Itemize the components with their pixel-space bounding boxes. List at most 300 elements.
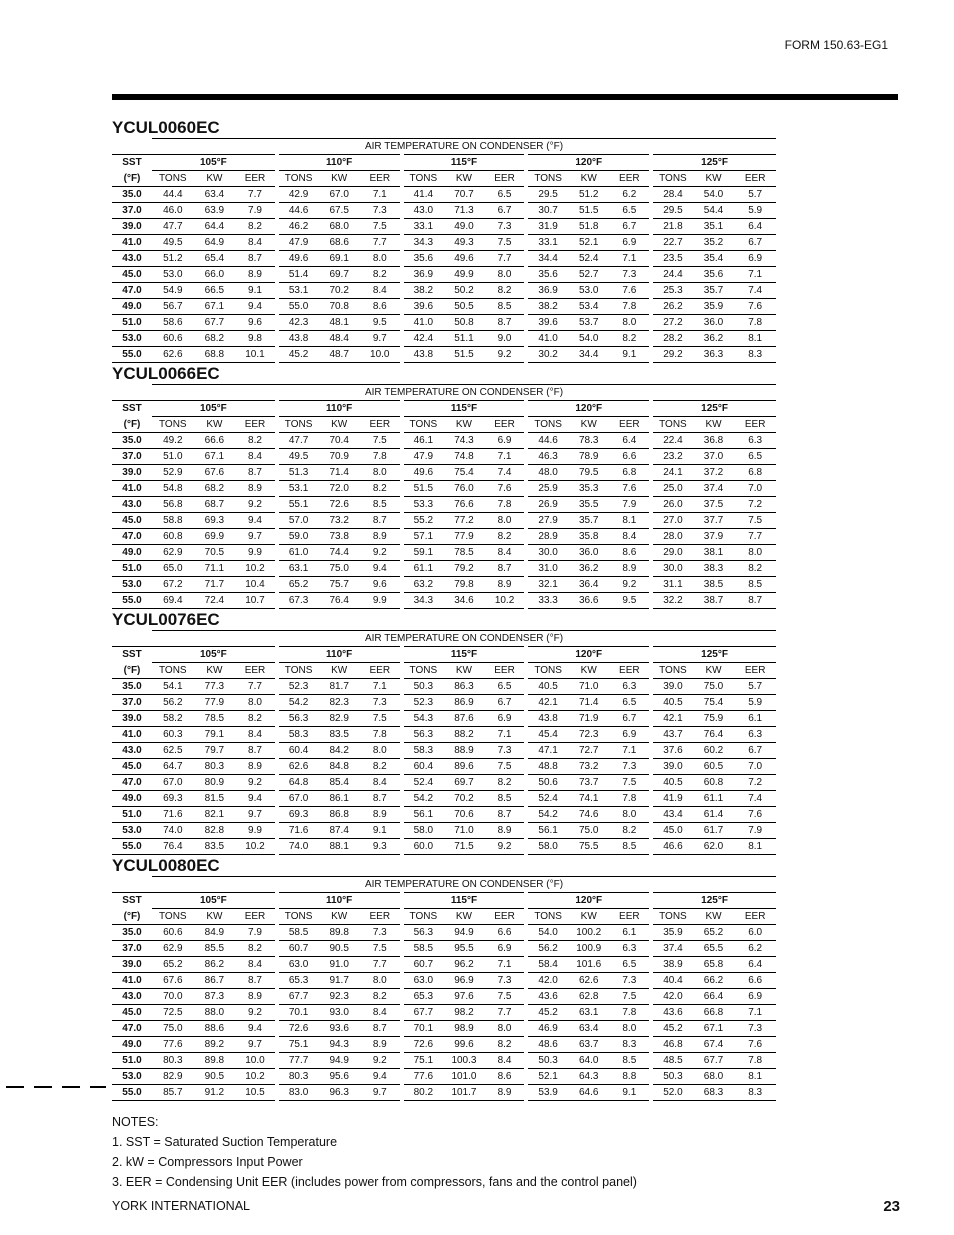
cell-value: 9.9: [235, 823, 277, 839]
temperature-heading: 120°F: [526, 155, 651, 171]
cell-value: 43.4: [651, 807, 693, 823]
cell-value: 101.6: [568, 957, 610, 973]
cell-value: 69.7: [443, 775, 485, 791]
cell-value: 64.4: [194, 219, 236, 235]
cell-value: 37.6: [651, 743, 693, 759]
column-heading-eer: EER: [360, 909, 402, 925]
column-heading-kw: KW: [443, 909, 485, 925]
cell-value: 8.7: [235, 465, 277, 481]
column-heading-tons: TONS: [402, 417, 444, 433]
cell-value: 26.9: [526, 497, 568, 513]
column-heading-tons: TONS: [402, 663, 444, 679]
cell-value: 53.3: [402, 497, 444, 513]
cell-value: 80.3: [194, 759, 236, 775]
cell-value: 49.3: [443, 235, 485, 251]
cell-value: 8.5: [485, 299, 527, 315]
cell-value: 9.4: [235, 299, 277, 315]
cell-value: 23.2: [651, 449, 693, 465]
cell-value: 9.8: [235, 331, 277, 347]
cell-value: 27.0: [651, 513, 693, 529]
sst-value: 51.0: [112, 807, 152, 823]
cell-value: 41.0: [526, 331, 568, 347]
cell-value: 67.1: [194, 449, 236, 465]
cell-value: 53.1: [277, 481, 319, 497]
cell-value: 54.2: [277, 695, 319, 711]
cell-value: 7.8: [610, 299, 652, 315]
cell-value: 8.4: [235, 235, 277, 251]
cell-value: 57.1: [402, 529, 444, 545]
cell-value: 7.3: [610, 267, 652, 283]
cell-value: 7.8: [485, 497, 527, 513]
column-heading-kw: KW: [693, 909, 735, 925]
cell-value: 64.0: [568, 1053, 610, 1069]
notes-heading: NOTES:: [112, 1115, 159, 1129]
table-row: [112, 1005, 776, 1021]
cell-value: 9.7: [235, 529, 277, 545]
sst-value: 51.0: [112, 561, 152, 577]
cell-value: 43.8: [526, 711, 568, 727]
table-row: [112, 1069, 776, 1085]
cell-value: 35.7: [693, 283, 735, 299]
column-heading-kw: KW: [318, 909, 360, 925]
cell-value: 9.2: [610, 577, 652, 593]
cell-value: 29.2: [651, 347, 693, 363]
cell-value: 6.1: [734, 711, 776, 727]
table-row: [112, 743, 776, 759]
section-ycul0076ec: [112, 610, 776, 855]
cell-value: 88.1: [318, 839, 360, 855]
performance-table: [112, 630, 776, 855]
cell-value: 8.9: [235, 267, 277, 283]
blank-cell: [112, 631, 152, 647]
column-heading-eer: EER: [610, 171, 652, 187]
cell-value: 87.6: [443, 711, 485, 727]
cell-value: 67.2: [152, 577, 194, 593]
table-row: [112, 695, 776, 711]
cell-value: 58.5: [277, 925, 319, 941]
temperature-heading: 115°F: [402, 893, 527, 909]
cell-value: 48.4: [318, 331, 360, 347]
cell-value: 75.4: [693, 695, 735, 711]
cell-value: 44.6: [526, 433, 568, 449]
table-row: [112, 839, 776, 855]
cell-value: 5.9: [734, 203, 776, 219]
column-heading-eer: EER: [360, 417, 402, 433]
column-heading-tons: TONS: [651, 171, 693, 187]
cell-value: 101.7: [443, 1085, 485, 1101]
cell-value: 48.7: [318, 347, 360, 363]
cell-value: 6.9: [610, 727, 652, 743]
cell-value: 46.2: [277, 219, 319, 235]
cell-value: 53.4: [568, 299, 610, 315]
cell-value: 8.3: [734, 1085, 776, 1101]
cell-value: 8.9: [610, 561, 652, 577]
cell-value: 6.5: [610, 203, 652, 219]
cell-value: 76.4: [152, 839, 194, 855]
column-heading-eer: EER: [485, 171, 527, 187]
table-row: [112, 529, 776, 545]
cell-value: 72.6: [318, 497, 360, 513]
cell-value: 9.2: [235, 775, 277, 791]
cell-value: 65.2: [277, 577, 319, 593]
cell-value: 34.3: [402, 235, 444, 251]
cell-value: 7.6: [734, 807, 776, 823]
cell-value: 89.2: [194, 1037, 236, 1053]
cell-value: 7.8: [360, 449, 402, 465]
cell-value: 6.3: [734, 727, 776, 743]
cell-value: 6.6: [734, 973, 776, 989]
column-heading-kw: KW: [318, 417, 360, 433]
cell-value: 51.5: [402, 481, 444, 497]
table-row: [112, 267, 776, 283]
cell-value: 56.3: [402, 727, 444, 743]
cell-value: 85.5: [194, 941, 236, 957]
sst-value: 43.0: [112, 743, 152, 759]
cell-value: 60.2: [693, 743, 735, 759]
cell-value: 9.7: [235, 807, 277, 823]
cell-value: 47.1: [526, 743, 568, 759]
cell-value: 66.8: [693, 1005, 735, 1021]
cell-value: 54.2: [526, 807, 568, 823]
cell-value: 6.6: [610, 449, 652, 465]
cell-value: 64.6: [568, 1085, 610, 1101]
column-heading-kw: KW: [443, 171, 485, 187]
sst-heading: SST: [112, 401, 152, 417]
cell-value: 50.3: [402, 679, 444, 695]
cell-value: 84.2: [318, 743, 360, 759]
cell-value: 80.9: [194, 775, 236, 791]
cell-value: 70.5: [194, 545, 236, 561]
cell-value: 60.5: [693, 759, 735, 775]
cell-value: 79.1: [194, 727, 236, 743]
cell-value: 71.3: [443, 203, 485, 219]
cell-value: 6.2: [610, 187, 652, 203]
sst-value: 41.0: [112, 973, 152, 989]
cell-value: 51.2: [568, 187, 610, 203]
cell-value: 51.3: [277, 465, 319, 481]
cell-value: 42.1: [526, 695, 568, 711]
temperature-heading: 110°F: [277, 647, 402, 663]
sst-value: 53.0: [112, 577, 152, 593]
cell-value: 47.7: [152, 219, 194, 235]
cell-value: 54.0: [526, 925, 568, 941]
cell-value: 10.2: [485, 593, 527, 609]
cell-value: 8.2: [734, 561, 776, 577]
cell-value: 75.0: [693, 679, 735, 695]
cell-value: 27.2: [651, 315, 693, 331]
cell-value: 76.4: [318, 593, 360, 609]
cell-value: 6.8: [734, 465, 776, 481]
cell-value: 48.0: [526, 465, 568, 481]
cell-value: 62.5: [152, 743, 194, 759]
temperature-heading: 105°F: [152, 155, 277, 171]
cell-value: 62.9: [152, 941, 194, 957]
cell-value: 6.4: [734, 957, 776, 973]
cell-value: 54.0: [693, 187, 735, 203]
cell-value: 7.8: [734, 1053, 776, 1069]
column-heading-tons: TONS: [277, 909, 319, 925]
cell-value: 6.7: [485, 695, 527, 711]
cell-value: 80.3: [277, 1069, 319, 1085]
section-title: YCUL0076EC: [112, 610, 220, 629]
temperature-heading: 110°F: [277, 155, 402, 171]
cell-value: 60.6: [152, 925, 194, 941]
temperature-heading: 105°F: [152, 893, 277, 909]
cell-value: 77.7: [277, 1053, 319, 1069]
cell-value: 70.1: [277, 1005, 319, 1021]
cell-value: 10.7: [235, 593, 277, 609]
cell-value: 51.4: [277, 267, 319, 283]
cell-value: 8.7: [734, 593, 776, 609]
cell-value: 54.2: [402, 791, 444, 807]
column-heading-eer: EER: [235, 909, 277, 925]
column-heading-kw: KW: [443, 663, 485, 679]
cell-value: 79.7: [194, 743, 236, 759]
sst-value: 55.0: [112, 347, 152, 363]
sst-value: 45.0: [112, 759, 152, 775]
temperature-heading: 120°F: [526, 893, 651, 909]
cell-value: 8.4: [360, 775, 402, 791]
cell-value: 6.3: [734, 433, 776, 449]
cell-value: 86.2: [194, 957, 236, 973]
cell-value: 8.9: [235, 989, 277, 1005]
cell-value: 67.1: [194, 299, 236, 315]
cell-value: 90.5: [194, 1069, 236, 1085]
cell-value: 43.8: [402, 347, 444, 363]
cell-value: 30.2: [526, 347, 568, 363]
cell-value: 7.3: [610, 973, 652, 989]
cell-value: 58.5: [402, 941, 444, 957]
table-row: [112, 925, 776, 941]
cell-value: 6.9: [485, 433, 527, 449]
cell-value: 74.6: [568, 807, 610, 823]
cell-value: 89.8: [318, 925, 360, 941]
table-row: [112, 315, 776, 331]
cell-value: 35.7: [568, 513, 610, 529]
sst-value: 37.0: [112, 203, 152, 219]
cell-value: 52.9: [152, 465, 194, 481]
sst-value: 41.0: [112, 235, 152, 251]
cell-value: 7.9: [734, 823, 776, 839]
cell-value: 36.4: [568, 577, 610, 593]
cell-value: 49.6: [402, 465, 444, 481]
cell-value: 96.2: [443, 957, 485, 973]
cell-value: 35.1: [693, 219, 735, 235]
cell-value: 79.8: [443, 577, 485, 593]
cell-value: 5.7: [734, 187, 776, 203]
cell-value: 7.5: [485, 989, 527, 1005]
column-heading-eer: EER: [235, 663, 277, 679]
cell-value: 65.2: [693, 925, 735, 941]
cell-value: 7.1: [610, 251, 652, 267]
cell-value: 67.7: [693, 1053, 735, 1069]
temperature-heading: 110°F: [277, 893, 402, 909]
cell-value: 61.7: [693, 823, 735, 839]
cell-value: 63.1: [568, 1005, 610, 1021]
cell-value: 62.9: [152, 545, 194, 561]
cell-value: 8.0: [235, 695, 277, 711]
cell-value: 52.4: [402, 775, 444, 791]
column-heading-kw: KW: [568, 417, 610, 433]
cell-value: 49.5: [277, 449, 319, 465]
cell-value: 42.4: [402, 331, 444, 347]
blank-cell: [112, 139, 152, 155]
cell-value: 34.3: [402, 593, 444, 609]
cell-value: 42.0: [526, 973, 568, 989]
cell-value: 58.6: [152, 315, 194, 331]
cell-value: 7.5: [734, 513, 776, 529]
cell-value: 62.8: [568, 989, 610, 1005]
cell-value: 8.2: [235, 219, 277, 235]
column-heading-eer: EER: [610, 417, 652, 433]
cell-value: 63.7: [568, 1037, 610, 1053]
cell-value: 70.2: [443, 791, 485, 807]
cell-value: 85.4: [318, 775, 360, 791]
cell-value: 30.0: [651, 561, 693, 577]
cell-value: 8.2: [610, 823, 652, 839]
cell-value: 33.1: [402, 219, 444, 235]
cell-value: 51.2: [152, 251, 194, 267]
cell-value: 38.9: [651, 957, 693, 973]
cell-value: 37.4: [693, 481, 735, 497]
table-row: [112, 283, 776, 299]
cell-value: 7.6: [485, 481, 527, 497]
sst-value: 53.0: [112, 331, 152, 347]
cell-value: 58.4: [526, 957, 568, 973]
cell-value: 76.0: [443, 481, 485, 497]
cell-value: 72.4: [194, 593, 236, 609]
cell-value: 72.6: [402, 1037, 444, 1053]
sst-value: 55.0: [112, 839, 152, 855]
cell-value: 25.9: [526, 481, 568, 497]
cell-value: 49.6: [277, 251, 319, 267]
cell-value: 9.2: [360, 1053, 402, 1069]
cell-value: 6.9: [485, 711, 527, 727]
cell-value: 21.8: [651, 219, 693, 235]
cell-value: 45.4: [526, 727, 568, 743]
cell-value: 70.4: [318, 433, 360, 449]
cell-value: 34.4: [526, 251, 568, 267]
cell-value: 69.1: [318, 251, 360, 267]
cell-value: 77.6: [402, 1069, 444, 1085]
cell-value: 8.5: [734, 577, 776, 593]
table-row: [112, 481, 776, 497]
column-heading-eer: EER: [734, 171, 776, 187]
cell-value: 8.6: [360, 299, 402, 315]
cell-value: 24.4: [651, 267, 693, 283]
cell-value: 43.0: [402, 203, 444, 219]
cell-value: 32.2: [651, 593, 693, 609]
cell-value: 49.5: [152, 235, 194, 251]
cell-value: 36.9: [402, 267, 444, 283]
cell-value: 75.0: [152, 1021, 194, 1037]
cell-value: 88.6: [194, 1021, 236, 1037]
cell-value: 7.7: [235, 187, 277, 203]
cell-value: 6.5: [610, 957, 652, 973]
cell-value: 63.4: [568, 1021, 610, 1037]
cell-value: 9.4: [360, 561, 402, 577]
cell-value: 38.7: [693, 593, 735, 609]
cell-value: 9.5: [360, 315, 402, 331]
cell-value: 88.9: [443, 743, 485, 759]
cell-value: 6.3: [610, 679, 652, 695]
cell-value: 6.7: [485, 203, 527, 219]
cell-value: 65.4: [194, 251, 236, 267]
column-heading-tons: TONS: [152, 171, 194, 187]
table-row: [112, 561, 776, 577]
cell-value: 77.9: [443, 529, 485, 545]
cell-value: 70.1: [402, 1021, 444, 1037]
sst-value: 47.0: [112, 529, 152, 545]
cell-value: 74.0: [152, 823, 194, 839]
cell-value: 36.8: [693, 433, 735, 449]
column-heading-eer: EER: [235, 171, 277, 187]
table-row: [112, 299, 776, 315]
cell-value: 62.0: [693, 839, 735, 855]
cell-value: 6.9: [734, 251, 776, 267]
cell-value: 62.6: [152, 347, 194, 363]
sst-value: 47.0: [112, 283, 152, 299]
column-heading-eer: EER: [485, 417, 527, 433]
cell-value: 26.2: [651, 299, 693, 315]
sst-value: 39.0: [112, 465, 152, 481]
cell-value: 52.4: [526, 791, 568, 807]
cell-value: 94.3: [318, 1037, 360, 1053]
column-heading-tons: TONS: [651, 417, 693, 433]
column-header-row: [112, 663, 776, 679]
cell-value: 46.9: [526, 1021, 568, 1037]
cell-value: 9.7: [360, 331, 402, 347]
cell-value: 9.2: [235, 1005, 277, 1021]
cell-value: 45.2: [651, 1021, 693, 1037]
cell-value: 8.1: [610, 513, 652, 529]
cell-value: 77.6: [152, 1037, 194, 1053]
cell-value: 9.9: [235, 545, 277, 561]
cell-value: 23.5: [651, 251, 693, 267]
cell-value: 7.5: [610, 775, 652, 791]
cell-value: 53.7: [568, 315, 610, 331]
column-heading-tons: TONS: [277, 171, 319, 187]
cell-value: 25.0: [651, 481, 693, 497]
cell-value: 38.1: [693, 545, 735, 561]
cell-value: 9.4: [235, 791, 277, 807]
cell-value: 9.4: [235, 1021, 277, 1037]
cell-value: 87.4: [318, 823, 360, 839]
cell-value: 39.6: [402, 299, 444, 315]
cell-value: 7.5: [485, 235, 527, 251]
cell-value: 91.2: [194, 1085, 236, 1101]
cell-value: 7.0: [734, 481, 776, 497]
temperature-heading: 110°F: [277, 401, 402, 417]
cell-value: 75.9: [693, 711, 735, 727]
cell-value: 5.9: [734, 695, 776, 711]
cell-value: 7.4: [485, 465, 527, 481]
cell-value: 46.8: [651, 1037, 693, 1053]
cell-value: 54.4: [693, 203, 735, 219]
table-row: [112, 941, 776, 957]
cell-value: 58.0: [402, 823, 444, 839]
cell-value: 37.0: [693, 449, 735, 465]
cell-value: 36.0: [693, 315, 735, 331]
table-row: [112, 807, 776, 823]
cell-value: 51.1: [443, 331, 485, 347]
cell-value: 29.5: [651, 203, 693, 219]
cell-value: 91.7: [318, 973, 360, 989]
sst-value: 41.0: [112, 481, 152, 497]
cell-value: 60.4: [277, 743, 319, 759]
cell-value: 67.5: [318, 203, 360, 219]
column-heading-tons: TONS: [651, 909, 693, 925]
